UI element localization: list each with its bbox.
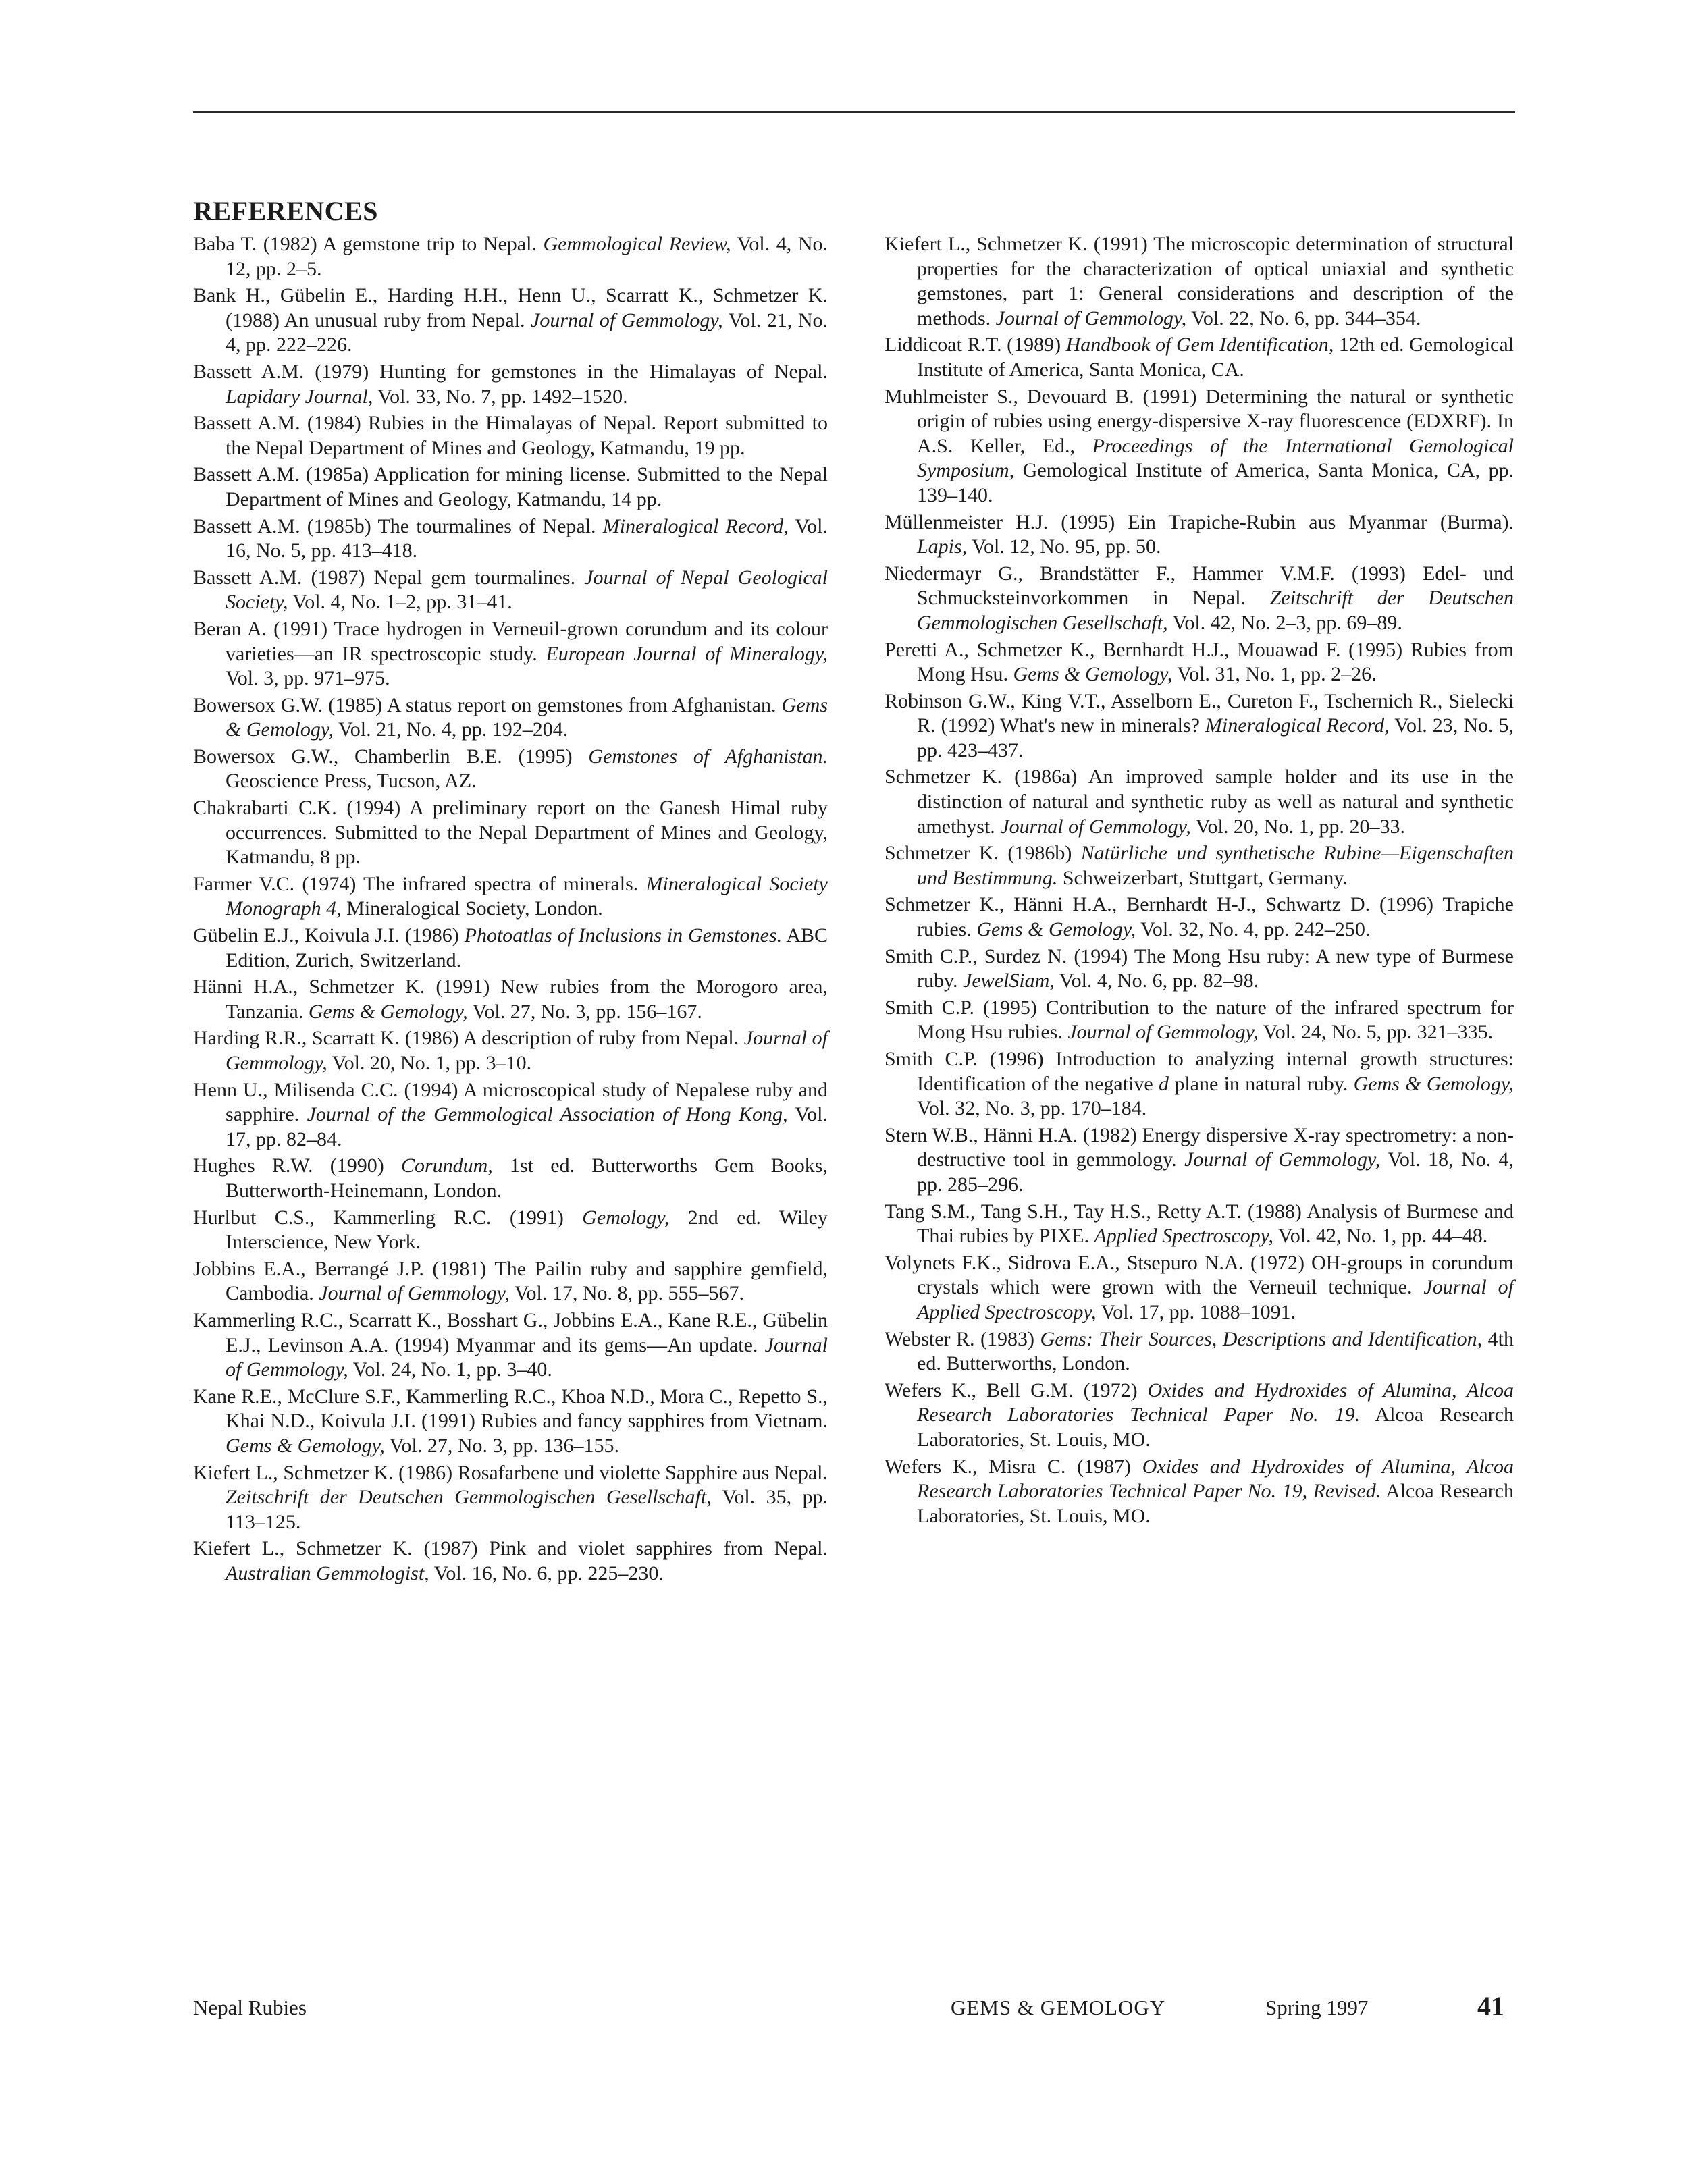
reference-entry	[885, 1251, 1514, 1325]
top-rule	[193, 111, 1515, 113]
reference-text: Bassett A.M. (1985b) The tourmalines of Nepal.	[193, 514, 603, 537]
reference-text: Beran A. (1991) Trace hydrogen in Verneuil-grown corundum and its colour varieties—an IR spectroscopic study.	[193, 617, 828, 665]
reference-italic-text: Journal of Gemmology,	[531, 309, 723, 331]
reference-text: Gübelin E.J., Koivula J.I. (1986)	[193, 924, 465, 947]
reference-text: Vol. 23, No. 5, pp. 423–437.	[917, 714, 1514, 762]
reference-italic-text: Gems & Gemology,	[976, 918, 1136, 941]
footer-journal-name: GEMS & GEMOLOGY	[951, 1996, 1166, 2019]
reference-entry	[885, 1047, 1514, 1121]
reference-text: Schweizerbart, Stuttgart, Germany.	[1057, 866, 1348, 889]
reference-entry	[885, 765, 1514, 839]
reference-text: Kiefert L., Schmetzer K. (1991) The microscopic determination of structural properties for the characterization of optical uniaxial and synthetic gemstones, part 1: General considerations and description of the methods.	[885, 233, 1514, 329]
reference-text: Harding R.R., Scarratt K. (1986) A description of ruby from Nepal.	[193, 1027, 744, 1050]
reference-entry	[885, 1200, 1514, 1249]
reference-italic-text: Gemstones of Afghanistan.	[588, 745, 828, 768]
reference-text: Hurlbut C.S., Kammerling R.C. (1991)	[193, 1206, 583, 1229]
reference-italic-text: d	[1159, 1072, 1169, 1095]
reference-entry	[193, 796, 828, 870]
reference-text: Bowersox G.W. (1985) A status report on gemstones from Afghanistan.	[193, 693, 782, 716]
reference-entry	[885, 232, 1514, 331]
reference-entry	[885, 1327, 1514, 1377]
reference-italic-text: European Journal of Mineralogy,	[546, 642, 828, 665]
reference-entry	[193, 1308, 828, 1383]
reference-text: Bassett A.M. (1979) Hunting for gemstones in the Himalayas of Nepal.	[193, 360, 828, 383]
reference-italic-text: Gems & Gemology,	[226, 693, 828, 741]
reference-entry	[193, 1461, 828, 1535]
reference-italic-text: Gems & Gemology,	[226, 1434, 385, 1457]
reference-italic-text: Applied Spectroscopy,	[1094, 1225, 1273, 1248]
reference-text: Vol. 20, No. 1, pp. 20–33.	[1190, 815, 1406, 838]
reference-text: Vol. 31, No. 1, pp. 2–26.	[1172, 663, 1377, 686]
reference-text: Mineralogical Society, London.	[341, 897, 603, 920]
reference-text: Jobbins E.A., Berrangé J.P. (1981) The Pailin ruby and sapphire gemfield, Cambodia.	[193, 1257, 828, 1305]
reference-entry	[193, 693, 828, 743]
reference-text: 2nd ed. Wiley Interscience, New York.	[226, 1206, 828, 1254]
reference-entry	[193, 1026, 828, 1075]
references-column-left	[193, 232, 828, 1588]
reference-entry	[885, 689, 1514, 764]
reference-text: Vol. 27, No. 3, pp. 156–167.	[467, 1000, 702, 1023]
reference-italic-text: Journal of Nepal Geological Society,	[226, 566, 828, 614]
reference-text: Kiefert L., Schmetzer K. (1987) Pink and violet sapphires from Nepal.	[193, 1537, 828, 1560]
reference-text: 4th ed. Butterworths, London.	[917, 1327, 1514, 1375]
reference-text: Kammerling R.C., Scarratt K., Bosshart G., Jobbins E.A., Kane R.E., Gübelin E.J., Levinson A.A. (1994) Myanmar and its gems—An update.	[193, 1308, 828, 1356]
reference-entry	[193, 745, 828, 794]
reference-text: Kiefert L., Schmetzer K. (1986) Rosafarbene und violette Sapphire aus Nepal.	[193, 1461, 828, 1484]
reference-text: Webster R. (1983)	[885, 1327, 1040, 1350]
reference-entry	[885, 893, 1514, 942]
reference-entry	[885, 562, 1514, 636]
reference-italic-text: Journal of Applied Spectroscopy,	[917, 1276, 1514, 1323]
reference-text: ABC Edition, Zurich, Switzerland.	[226, 924, 828, 971]
reference-entry	[193, 1537, 828, 1586]
reference-italic-text: Lapis,	[917, 535, 968, 558]
reference-italic-text: Gemmological Review,	[543, 233, 731, 255]
reference-italic-text: Journal of the Gemmological Association of Hong Kong,	[307, 1103, 788, 1126]
reference-text: 12th ed. Gemological Institute of America, Santa Monica, CA.	[917, 334, 1514, 381]
reference-italic-text: Lapidary Journal,	[226, 385, 373, 408]
reference-entry	[885, 1455, 1514, 1529]
reference-italic-text: Mineralogical Record,	[1205, 714, 1390, 737]
reference-entry	[193, 1206, 828, 1255]
reference-text: Alcoa Research Laboratories, St. Louis, MO.	[917, 1404, 1514, 1451]
reference-text: Chakrabarti C.K. (1994) A preliminary report on the Ganesh Himal ruby occurrences. Submitted to the Nepal Department of Mines and Geology, Katmandu, 8 pp.	[193, 797, 828, 869]
page-number: 41	[1477, 1991, 1504, 2021]
reference-text: Vol. 4, No. 12, pp. 2–5.	[226, 233, 828, 280]
references-column-right	[885, 232, 1514, 1530]
reference-entry	[193, 360, 828, 409]
reference-text: Vol. 42, No. 1, pp. 44–48.	[1273, 1225, 1488, 1248]
reference-entry	[193, 232, 828, 282]
reference-text: Vol. 17, pp. 82–84.	[226, 1103, 828, 1150]
reference-italic-text: Journal of Gemmology,	[1000, 815, 1191, 838]
reference-italic-text: Journal of Gemmology,	[995, 307, 1187, 329]
reference-text: Bassett A.M. (1985a) Application for mining license. Submitted to the Nepal Department of Mines and Geology, Katmandu, 14 pp.	[193, 463, 828, 510]
reference-text: Vol. 32, No. 4, pp. 242–250.	[1136, 918, 1371, 941]
reference-text: Baba T. (1982) A gemstone trip to Nepal.	[193, 233, 544, 255]
reference-text: Vol. 4, No. 6, pp. 82–98.	[1054, 969, 1259, 992]
reference-text: Peretti A., Schmetzer K., Bernhardt H.J., Mouawad F. (1995) Rubies from Mong Hsu.	[885, 638, 1514, 686]
reference-entry	[885, 1123, 1514, 1198]
reference-text: Vol. 17, No. 8, pp. 555–567.	[509, 1282, 745, 1305]
reference-italic-text: Photoatlas of Inclusions in Gemstones.	[464, 924, 783, 947]
reference-entry	[193, 872, 828, 922]
reference-entry	[193, 411, 828, 460]
reference-text: Schmetzer K., Hänni H.A., Bernhardt H-J., Schwartz D. (1996) Trapiche rubies.	[885, 893, 1514, 941]
reference-text: Niedermayr G., Brandstätter F., Hammer V.M.F. (1993) Edel- und Schmucksteinvorkommen in Nepal.	[885, 562, 1514, 610]
reference-text: Vol. 16, No. 6, pp. 225–230.	[429, 1562, 664, 1584]
reference-text: Bowersox G.W., Chamberlin B.E. (1995)	[193, 745, 589, 768]
reference-text: Bassett A.M. (1984) Rubies in the Himalayas of Nepal. Report submitted to the Nepal Department of Mines and Geology, Katmandu, 19 pp.	[193, 412, 828, 459]
reference-entry	[193, 975, 828, 1024]
reference-text: Schmetzer K. (1986a) An improved sample holder and its use in the distinction of natural and synthetic ruby as well as natural and synthetic amethyst.	[885, 766, 1514, 838]
reference-text: Vol. 17, pp. 1088–1091.	[1096, 1300, 1296, 1323]
reference-text: Vol. 12, No. 95, pp. 50.	[967, 535, 1161, 558]
reference-italic-text: Journal of Gemmology,	[226, 1333, 828, 1381]
reference-italic-text: Gems & Gemology,	[308, 1000, 468, 1023]
reference-text: Vol. 21, No. 4, pp. 222–226.	[226, 309, 828, 356]
reference-entry	[193, 284, 828, 358]
reference-text: Vol. 33, No. 7, pp. 1492–1520.	[373, 385, 628, 408]
reference-text: Schmetzer K. (1986b)	[885, 842, 1081, 865]
reference-italic-text: Proceedings of the International Gemological Symposium,	[917, 434, 1514, 482]
reference-text: Bank H., Gübelin E., Harding H.H., Henn U., Scarratt K., Schmetzer K. (1988) An unusual ruby from Nepal.	[193, 284, 828, 331]
reference-text: Stern W.B., Hänni H.A. (1982) Energy dispersive X-ray spectrometry: a non-destructive tool in gemmology.	[885, 1123, 1514, 1171]
footer-issue: Spring 1997	[1265, 1996, 1369, 2019]
reference-text: Vol. 18, No. 4, pp. 285–296.	[917, 1148, 1514, 1196]
reference-text: Gemological Institute of America, Santa Monica, CA, pp. 139–140.	[917, 459, 1514, 506]
reference-text: Vol. 4, No. 1–2, pp. 31–41.	[288, 591, 512, 614]
reference-text: Vol. 24, No. 1, pp. 3–40.	[348, 1358, 552, 1381]
reference-italic-text: Oxides and Hydroxides of Alumina, Alcoa Research Laboratories Technical Paper No. 19.	[917, 1379, 1514, 1427]
reference-entry	[193, 514, 828, 564]
reference-italic-text: Mineralogical Society Monograph 4,	[226, 872, 828, 920]
reference-text: Wefers K., Misra C. (1987)	[885, 1455, 1142, 1478]
reference-entry	[885, 638, 1514, 687]
reference-text: Geoscience Press, Tucson, AZ.	[226, 770, 477, 793]
reference-entry	[193, 1257, 828, 1306]
reference-text: Volynets F.K., Sidrova E.A., Stsepuro N.A. (1972) OH-groups in corundum crystals which were grown with the Verneuil technique.	[885, 1251, 1514, 1299]
reference-text: Henn U., Milisenda C.C. (1994) A microscopical study of Nepalese ruby and sapphire.	[193, 1078, 828, 1126]
reference-italic-text: Gems & Gemology,	[1013, 663, 1173, 686]
reference-italic-text: Oxides and Hydroxides of Alumina, Alcoa Research Laboratories Technical Paper No. 19, Revised.	[917, 1455, 1514, 1503]
reference-text: Muhlmeister S., Devouard B. (1991) Determining the natural or synthetic origin of rubies using energy-dispersive X-ray fluorescence (EDXRF). In A.S. Keller, Ed.,	[885, 385, 1514, 457]
footer-article-title: Nepal Rubies	[193, 1996, 307, 2019]
reference-entry	[193, 1154, 828, 1203]
reference-entry	[193, 1385, 828, 1459]
reference-italic-text: Journal of Gemmology,	[226, 1027, 828, 1074]
reference-entry	[885, 1379, 1514, 1453]
reference-text: 1st ed. Butterworths Gem Books, Butterworth-Heinemann, London.	[226, 1154, 828, 1202]
reference-text: Robinson G.W., King V.T., Asselborn E., Cureton F., Tschernich R., Sielecki R. (1992) What's new in minerals?	[885, 689, 1514, 737]
reference-text: Smith C.P. (1996) Introduction to analyzing internal growth structures: Identification of the negative	[885, 1048, 1514, 1095]
reference-entry	[193, 617, 828, 691]
reference-text: Hughes R.W. (1990)	[193, 1154, 401, 1177]
reference-italic-text: Corundum,	[400, 1154, 493, 1177]
reference-entry	[885, 385, 1514, 508]
reference-text: Vol. 3, pp. 971–975.	[226, 667, 390, 690]
reference-italic-text: Mineralogical Record,	[602, 514, 789, 537]
reference-text: Vol. 20, No. 1, pp. 3–10.	[327, 1052, 532, 1074]
reference-italic-text: Zeitschrift der Deutschen Gemmologischen Gesellschaft,	[917, 587, 1514, 634]
reference-entry	[885, 841, 1514, 890]
reference-text: Alcoa Research Laboratories, St. Louis, MO.	[917, 1480, 1514, 1527]
reference-text: Kane R.E., McClure S.F., Kammerling R.C., Khoa N.D., Mora C., Repetto S., Khai N.D., Koivula J.I. (1991) Rubies and fancy sapphires from Vietnam.	[193, 1385, 828, 1433]
reference-italic-text: Handbook of Gem Identification,	[1065, 334, 1334, 356]
reference-text: Vol. 21, No. 4, pp. 192–204.	[333, 718, 569, 741]
reference-italic-text: Natürliche und synthetische Rubine—Eigenschaften und Bestimmung.	[917, 842, 1514, 889]
reference-text: Bassett A.M. (1987) Nepal gem tourmalines.	[193, 566, 585, 589]
reference-italic-text: Gems: Their Sources, Descriptions and Identification,	[1040, 1327, 1483, 1350]
reference-entry	[885, 996, 1514, 1045]
reference-entry	[885, 944, 1514, 994]
reference-italic-text: JewelSiam,	[963, 969, 1055, 992]
reference-italic-text: Journal of Gemmology,	[319, 1282, 510, 1305]
reference-entry	[193, 924, 828, 973]
reference-text: Smith C.P. (1995) Contribution to the nature of the infrared spectrum for Mong Hsu rubies.	[885, 996, 1514, 1044]
reference-text: plane in natural ruby.	[1169, 1072, 1354, 1095]
reference-italic-text: Australian Gemmologist,	[226, 1562, 429, 1584]
reference-italic-text: Zeitschrift der Deutschen Gemmologischen Gesellschaft,	[226, 1486, 712, 1509]
reference-text: Müllenmeister H.J. (1995) Ein Trapiche-Rubin aus Myanmar (Burma).	[885, 510, 1514, 533]
reference-text: Hänni H.A., Schmetzer K. (1991) New rubies from the Morogoro area, Tanzania.	[193, 976, 828, 1023]
references-heading: REFERENCES	[193, 196, 378, 226]
reference-entry	[885, 510, 1514, 560]
reference-text: Vol. 27, No. 3, pp. 136–155.	[384, 1434, 620, 1457]
reference-text: Smith C.P., Surdez N. (1994) The Mong Hsu ruby: A new type of Burmese ruby.	[885, 944, 1514, 992]
reference-entry	[193, 566, 828, 615]
reference-italic-text: Journal of Gemmology,	[1184, 1148, 1381, 1171]
reference-text: Vol. 35, pp. 113–125.	[226, 1486, 828, 1533]
reference-text: Vol. 32, No. 3, pp. 170–184.	[917, 1097, 1147, 1120]
reference-entry	[885, 333, 1514, 382]
reference-text: Vol. 22, No. 6, pp. 344–354.	[1186, 307, 1421, 329]
reference-italic-text: Gems & Gemology,	[1353, 1072, 1514, 1095]
reference-italic-text: Journal of Gemmology,	[1067, 1021, 1259, 1044]
reference-text: Vol. 24, No. 5, pp. 321–335.	[1258, 1021, 1494, 1044]
reference-italic-text: Gemology,	[582, 1206, 670, 1229]
reference-text: Wefers K., Bell G.M. (1972)	[885, 1379, 1148, 1402]
reference-entry	[193, 462, 828, 512]
reference-text: Liddicoat R.T. (1989)	[885, 334, 1066, 356]
reference-text: Farmer V.C. (1974) The infrared spectra of minerals.	[193, 872, 646, 895]
reference-text: Tang S.M., Tang S.H., Tay H.S., Retty A.T. (1988) Analysis of Burmese and Thai rubies by PIXE.	[885, 1200, 1514, 1248]
reference-text: Vol. 16, No. 5, pp. 413–418.	[226, 514, 828, 562]
reference-text: Vol. 42, No. 2–3, pp. 69–89.	[1167, 611, 1402, 634]
reference-entry	[193, 1078, 828, 1152]
